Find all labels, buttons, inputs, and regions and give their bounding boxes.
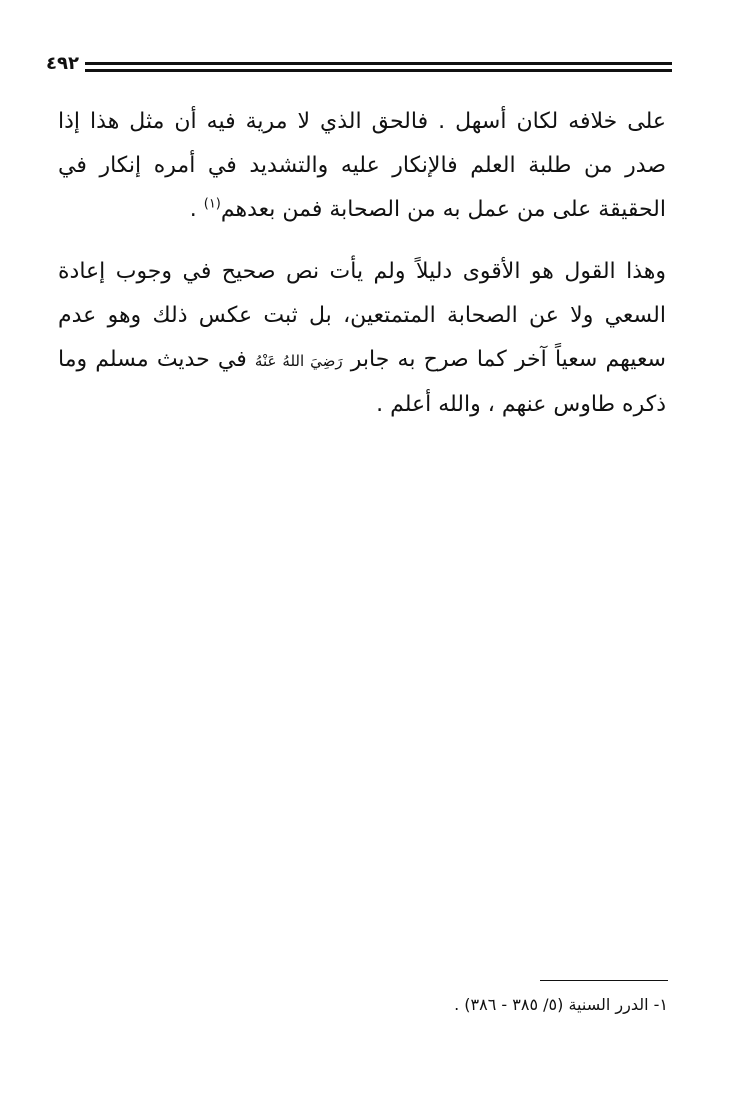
footnote-separator <box>540 980 668 981</box>
paragraph-2 <box>58 250 666 427</box>
paragraph-1-end: . <box>189 197 204 222</box>
header-rule-line-bottom <box>48 69 672 72</box>
paragraph-2-end: في حديث مسلم وما ذكره طاوس عنهم ، والله أعلم . <box>58 347 666 417</box>
page-number: ٤٩٢ <box>40 52 85 76</box>
paragraph-1 <box>58 100 666 232</box>
honorific-ligature: رَضِيَ اللهُ عَنْهُ <box>254 352 343 370</box>
header-rule <box>48 60 672 76</box>
footnote-1: ١- الدرر السنية (٥/ ٣٨٥ - ٣٨٦) . <box>454 995 668 1014</box>
header-rule-line-top <box>48 62 672 65</box>
main-text <box>58 100 666 445</box>
paragraph-1-text: على خلافه لكان أسهل . فالحق الذي لا مرية فيه أن مثل هذا إذا صدر من طلبة العلم فالإنكار عليه والتشديد في أمره إنكار في الحقيقة على من عمل به من الصحابة فمن بعدهم <box>58 109 666 222</box>
paragraph-2-text: وهذا القول هو الأقوى دليلاً ولم يأت نص صحيح في وجوب إعادة السعي ولا عن الصحابة المتمتعين، بل ثبت عكس ذلك وهو عدم سعيهم سعياً آخر كما صرح به جابر <box>58 259 666 372</box>
footnote-marker: (١) <box>203 196 221 212</box>
